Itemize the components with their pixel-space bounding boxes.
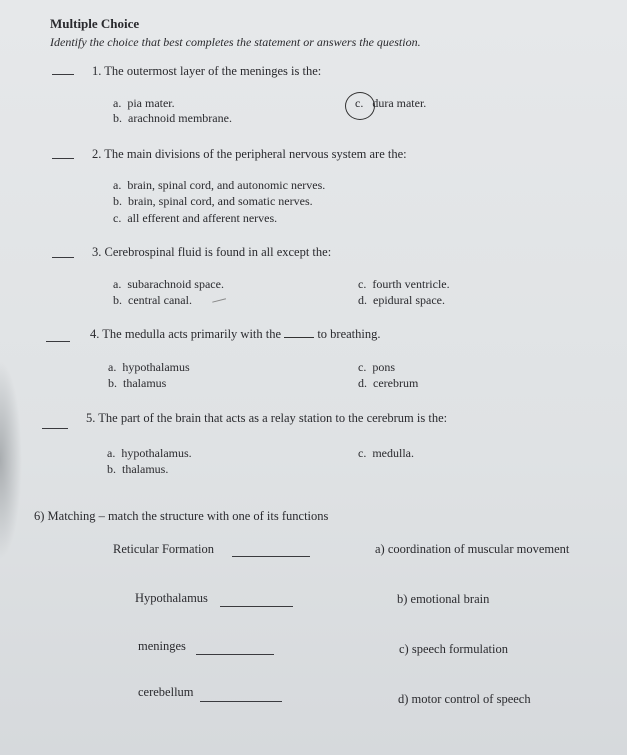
question-text-after: to breathing. xyxy=(317,327,381,341)
matching-function-a: a) coordination of muscular movement xyxy=(375,542,570,556)
answer-blank-5[interactable] xyxy=(42,428,68,429)
inline-blank[interactable] xyxy=(284,337,314,338)
option-text: brain, spinal cord, and somatic nerves. xyxy=(128,194,313,208)
q5-option-b xyxy=(107,462,168,477)
structure-label: meninges xyxy=(138,639,186,653)
question-number: 3. xyxy=(92,245,102,259)
option-text: all efferent and afferent nerves. xyxy=(127,211,278,225)
option-text: brain, spinal cord, and autonomic nerves. xyxy=(127,178,326,192)
option-letter: b. xyxy=(113,293,122,307)
q5-option-a xyxy=(107,446,192,461)
section-title: Multiple Choice xyxy=(50,16,140,31)
option-text: cerebrum xyxy=(373,376,419,390)
q4-option-d xyxy=(358,376,418,391)
structure-label: cerebellum xyxy=(138,685,194,699)
answer-blank-1[interactable] xyxy=(52,74,74,75)
option-text: dura mater. xyxy=(372,96,427,110)
question-text: The medulla acts primarily with the xyxy=(102,327,282,341)
question-text: The outermost layer of the meninges is the: xyxy=(104,64,322,78)
option-letter: a. xyxy=(113,178,122,192)
option-letter: b. xyxy=(113,111,122,125)
option-text: subarachnoid space. xyxy=(127,277,224,291)
section-instructions: Identify the choice that best completes the statement or answers the question. xyxy=(50,35,421,49)
question-text: The main divisions of the peripheral nervous system are the: xyxy=(104,147,407,161)
q2-option-c xyxy=(113,211,277,226)
answer-blank-2[interactable] xyxy=(52,158,74,159)
matching-blank-4[interactable] xyxy=(200,701,282,702)
option-letter: a. xyxy=(113,277,122,291)
answer-blank-3[interactable] xyxy=(52,257,74,258)
option-letter: a. xyxy=(107,446,116,460)
option-letter: c. xyxy=(355,96,364,110)
matching-blank-3[interactable] xyxy=(196,654,274,655)
option-letter: a. xyxy=(108,360,117,374)
q3-option-a xyxy=(113,277,224,292)
structure-label: Hypothalamus xyxy=(135,591,208,605)
option-letter: c. xyxy=(358,277,367,291)
question-number: 2. xyxy=(92,147,102,161)
matching-blank-2[interactable] xyxy=(220,606,293,607)
question-4 xyxy=(90,327,381,342)
option-letter: c. xyxy=(358,446,367,460)
matching-item-meninges xyxy=(138,639,186,654)
page-shadow xyxy=(0,360,22,560)
option-text: central canal. xyxy=(128,293,192,307)
q5-option-c xyxy=(358,446,414,461)
option-text: pons xyxy=(372,360,395,374)
question-number: 1. xyxy=(92,64,102,78)
option-text: epidural space. xyxy=(373,293,445,307)
option-letter: c. xyxy=(358,360,367,374)
matching-function-b: b) emotional brain xyxy=(397,592,490,606)
q2-option-b xyxy=(113,194,313,209)
option-text: thalamus xyxy=(123,376,167,390)
matching-item-reticular-formation xyxy=(113,542,214,557)
q3-option-c xyxy=(358,277,450,292)
q3-option-d xyxy=(358,293,445,308)
question-number: 4. xyxy=(90,327,100,341)
q1-option-c xyxy=(355,96,426,111)
q4-option-b xyxy=(108,376,166,391)
option-text: fourth ventricle. xyxy=(372,277,450,291)
structure-label: Reticular Formation xyxy=(113,542,215,556)
q1-option-b xyxy=(113,111,232,126)
option-text: hypothalamus. xyxy=(121,446,192,460)
option-letter: a. xyxy=(113,96,122,110)
option-letter: b. xyxy=(108,376,117,390)
question-number: 5. xyxy=(86,411,96,425)
matching-function-d: d) motor control of speech xyxy=(398,692,531,706)
question-3 xyxy=(92,245,331,260)
option-text: pia mater. xyxy=(127,96,175,110)
q1-option-a xyxy=(113,96,175,111)
pencil-mark xyxy=(212,297,226,302)
answer-blank-4[interactable] xyxy=(46,341,70,342)
question-text: The part of the brain that acts as a relay station to the cerebrum is the: xyxy=(98,411,448,425)
q4-option-c xyxy=(358,360,395,375)
question-5 xyxy=(86,411,447,426)
option-letter: b. xyxy=(107,462,116,476)
option-letter: b. xyxy=(113,194,122,208)
option-text: arachnoid membrane. xyxy=(128,111,232,125)
q2-option-a xyxy=(113,178,325,193)
q4-option-a xyxy=(108,360,190,375)
matching-item-cerebellum xyxy=(138,685,194,700)
question-text: Cerebrospinal fluid is found in all except the: xyxy=(104,245,332,259)
matching-function-c: c) speech formulation xyxy=(399,642,508,656)
matching-item-hypothalamus xyxy=(135,591,208,606)
option-text: hypothalamus xyxy=(122,360,190,374)
option-letter: d. xyxy=(358,376,367,390)
option-letter: d. xyxy=(358,293,367,307)
option-text: medulla. xyxy=(372,446,414,460)
question-1 xyxy=(92,64,321,79)
option-text: thalamus. xyxy=(122,462,169,476)
matching-blank-1[interactable] xyxy=(232,556,310,557)
question-2 xyxy=(92,147,407,162)
option-letter: c. xyxy=(113,211,122,225)
matching-title: 6) Matching – match the structure with one of its functions xyxy=(34,509,329,523)
q3-option-b xyxy=(113,293,192,308)
